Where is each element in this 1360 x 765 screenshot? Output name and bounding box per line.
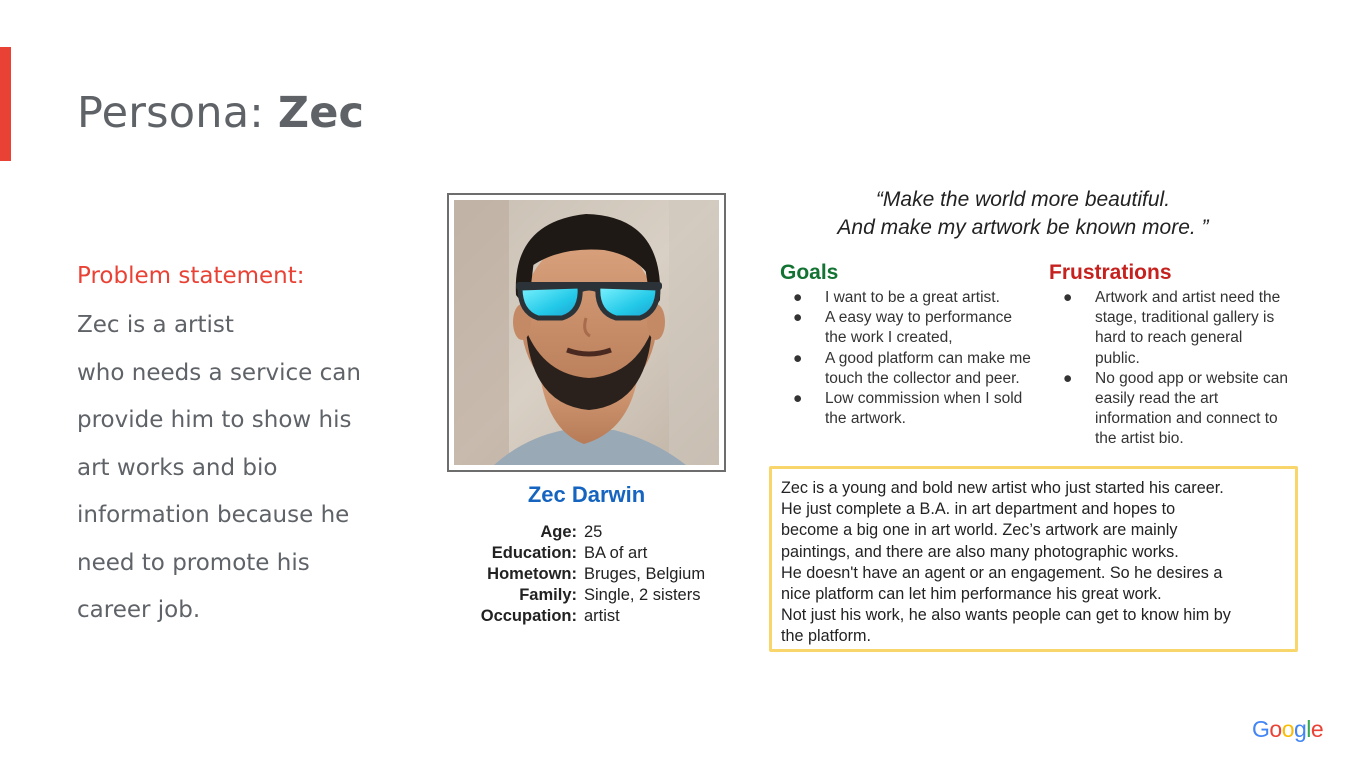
goal-item	[787, 349, 1037, 389]
persona-photo	[454, 200, 719, 465]
bullet-icon: ●	[793, 349, 803, 367]
bullet-icon: ●	[793, 289, 803, 306]
goal-item	[787, 308, 1037, 348]
problem-line: who needs a service can	[77, 359, 361, 386]
persona-photo-frame	[447, 193, 726, 472]
bio-box	[769, 466, 1298, 652]
fact-row-education	[440, 543, 740, 564]
fact-row-hometown	[440, 564, 740, 585]
slide-title	[77, 88, 364, 138]
frustration-item	[1057, 288, 1289, 369]
frustration-item	[1057, 369, 1289, 450]
persona-name: Zec Darwin	[527, 482, 646, 507]
bullet-icon: ●	[1063, 369, 1073, 387]
goal-text: Low commission when I sold the artwork.	[825, 390, 1023, 428]
frustrations-heading: Frustrations	[1049, 261, 1172, 284]
problem-line: Zec is a artist	[77, 312, 234, 338]
fact-key: Occupation:	[480, 607, 577, 625]
bio-line: Not just his work, he also wants people can get to know him by	[781, 606, 1231, 625]
goals-heading: Goals	[780, 261, 839, 284]
bio-line: paintings, and there are also many photographic works.	[781, 542, 1179, 561]
bio-line: the platform.	[781, 627, 871, 646]
logo-letter: o	[1281, 716, 1294, 742]
logo-letter: e	[1310, 716, 1324, 742]
fact-key: Age:	[540, 523, 577, 541]
goal-text: A easy way to performance the work I created,	[825, 309, 1012, 347]
fact-row-age	[440, 522, 740, 543]
bio-line: nice platform can let him performance his great work.	[781, 585, 1162, 604]
fact-value: Bruges, Belgium	[584, 565, 706, 583]
portrait-photo-icon	[454, 200, 719, 465]
bio-line: become a big one in art world. Zec’s artwork are mainly	[781, 521, 1178, 540]
problem-statement-heading: Problem statement:	[77, 263, 305, 289]
problem-line: need to promote his	[77, 549, 310, 576]
goal-text: I want to be a great artist.	[825, 289, 1000, 306]
problem-line: provide him to show his	[77, 407, 352, 433]
bullet-icon: ●	[1063, 289, 1073, 306]
goals-list	[787, 288, 1037, 429]
frustration-text: Artwork and artist need the stage, traditional gallery is hard to reach general public.	[1095, 289, 1281, 367]
fact-key: Hometown:	[487, 565, 577, 583]
title-persona-name: Zec	[277, 88, 365, 138]
fact-row-family	[440, 585, 740, 606]
problem-statement-text	[77, 305, 407, 638]
logo-letter: o	[1269, 716, 1282, 742]
persona-quote	[770, 186, 1276, 242]
bullet-icon: ●	[793, 309, 803, 327]
fact-value: 25	[584, 523, 603, 541]
bio-line: He doesn't have an agent or an engagement. So he desires a	[781, 563, 1223, 582]
persona-facts	[440, 522, 740, 627]
fact-row-occupation	[440, 606, 740, 627]
frustration-text: No good app or website can easily read the art information and connect to the artist bio.	[1095, 369, 1289, 448]
google-logo	[1252, 716, 1323, 743]
fact-key: Family:	[519, 586, 577, 604]
bio-line: Zec is a young and bold new artist who just started his career.	[781, 479, 1224, 497]
fact-value: Single, 2 sisters	[584, 586, 701, 604]
problem-line: art works and bio	[77, 454, 278, 481]
quote-line: “Make the world more beautiful.	[875, 188, 1171, 211]
problem-line: career job.	[77, 597, 201, 623]
bio-line: He just complete a B.A. in art department and hopes to	[781, 500, 1176, 519]
logo-letter: l	[1306, 716, 1311, 742]
bullet-icon: ●	[793, 390, 803, 408]
problem-line: information because he	[77, 502, 350, 528]
goal-item	[787, 288, 1037, 308]
fact-key: Education:	[491, 544, 577, 562]
fact-value: BA of art	[584, 544, 648, 562]
goal-text: A good platform can make me touch the collector and peer.	[825, 349, 1031, 387]
quote-line: And make my artwork be known more. ”	[837, 216, 1209, 239]
logo-letter: G	[1252, 716, 1270, 742]
logo-letter: g	[1293, 716, 1307, 742]
accent-bar	[0, 47, 11, 161]
goal-item	[787, 389, 1037, 429]
fact-value: artist	[584, 607, 620, 625]
title-prefix: Persona:	[77, 88, 278, 138]
frustrations-list	[1057, 288, 1289, 450]
